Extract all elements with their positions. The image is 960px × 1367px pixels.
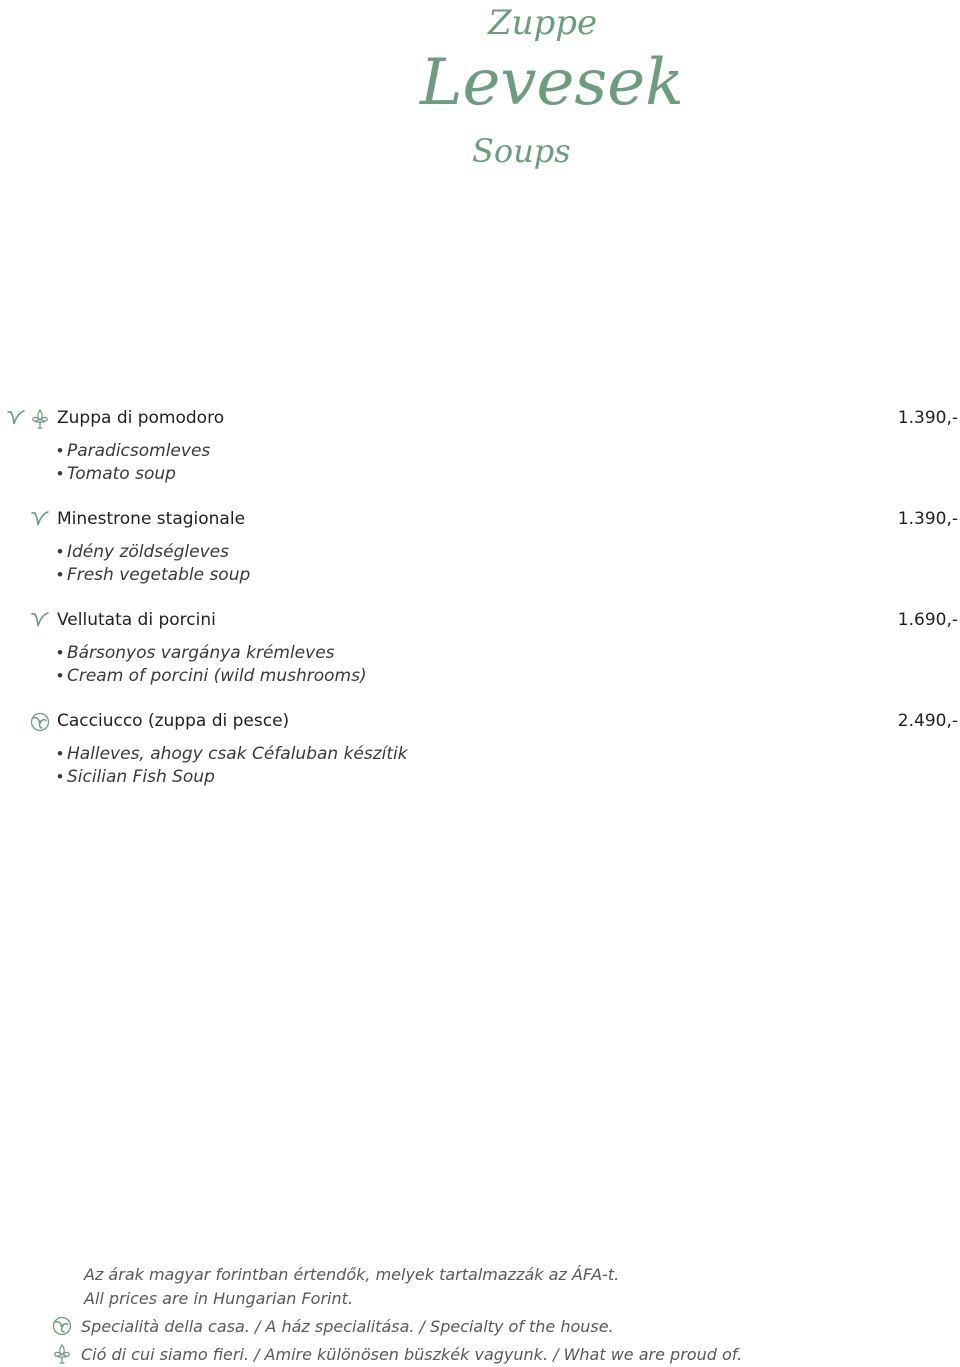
menu-item-header (0, 709, 960, 735)
trinacria-icon (30, 711, 50, 733)
item-badges (6, 508, 50, 532)
menu-item (0, 507, 960, 608)
menu-title-graphic (400, 0, 684, 180)
trinacria-icon (52, 1315, 72, 1337)
vegetarian-v-icon (30, 610, 50, 632)
footer-price-note-hungarian: Az árak magyar forintban értendők, melyek tartalmazzák az ÁFA-t. (84, 1265, 620, 1284)
item-price: 1.390,- (897, 509, 958, 529)
menu-item-header (0, 608, 960, 634)
soup-list (0, 406, 960, 810)
menu-item-header (0, 406, 960, 432)
footer-price-note-english: All prices are in Hungarian Forint. (84, 1289, 353, 1308)
title-hungarian: Levesek (420, 46, 684, 120)
menu-footer (0, 1264, 960, 1367)
item-description-english: • Cream of porcini (wild mushrooms) (57, 666, 367, 686)
menu-item (0, 709, 960, 810)
vegetarian-v-icon (6, 408, 26, 430)
item-description-hungarian: • Bársonyos vargánya krémleves (57, 643, 335, 663)
item-badges (6, 609, 50, 633)
title-english: Soups (472, 132, 571, 170)
menu-item (0, 406, 960, 507)
vegetarian-v-icon (30, 509, 50, 531)
menu-item-header (0, 507, 960, 533)
item-price: 1.690,- (897, 610, 958, 630)
item-name: Zuppa di pomodoro (57, 408, 225, 428)
fleur-de-lis-icon (52, 1343, 72, 1365)
item-badges (6, 407, 50, 431)
item-description-english: • Tomato soup (57, 464, 176, 484)
item-name: Vellutata di porcini (57, 610, 216, 630)
item-description-hungarian: • Halleves, ahogy csak Céfaluban készítik (57, 744, 408, 764)
footer-specialty-legend: Specialità della casa. / A ház specialitása. / Specialty of the house. (81, 1317, 614, 1336)
item-name: Cacciucco (zuppa di pesce) (57, 711, 290, 731)
item-description-hungarian: • Paradicsomleves (57, 441, 211, 461)
menu-title (400, 0, 684, 180)
title-italian: Zuppe (488, 3, 598, 43)
menu-item (0, 608, 960, 709)
item-description-hungarian: • Idény zöldségleves (57, 542, 229, 562)
item-price: 2.490,- (897, 711, 958, 731)
item-price: 1.390,- (897, 408, 958, 428)
item-badges (6, 710, 50, 734)
item-description-english: • Fresh vegetable soup (57, 565, 251, 585)
footer-pride-legend: Ció di cui siamo fieri. / Amire különösen büszkék vagyunk. / What we are proud of. (81, 1345, 743, 1364)
item-description-english: • Sicilian Fish Soup (57, 767, 215, 787)
item-name: Minestrone stagionale (57, 509, 246, 529)
fleur-de-lis-icon (30, 408, 50, 430)
